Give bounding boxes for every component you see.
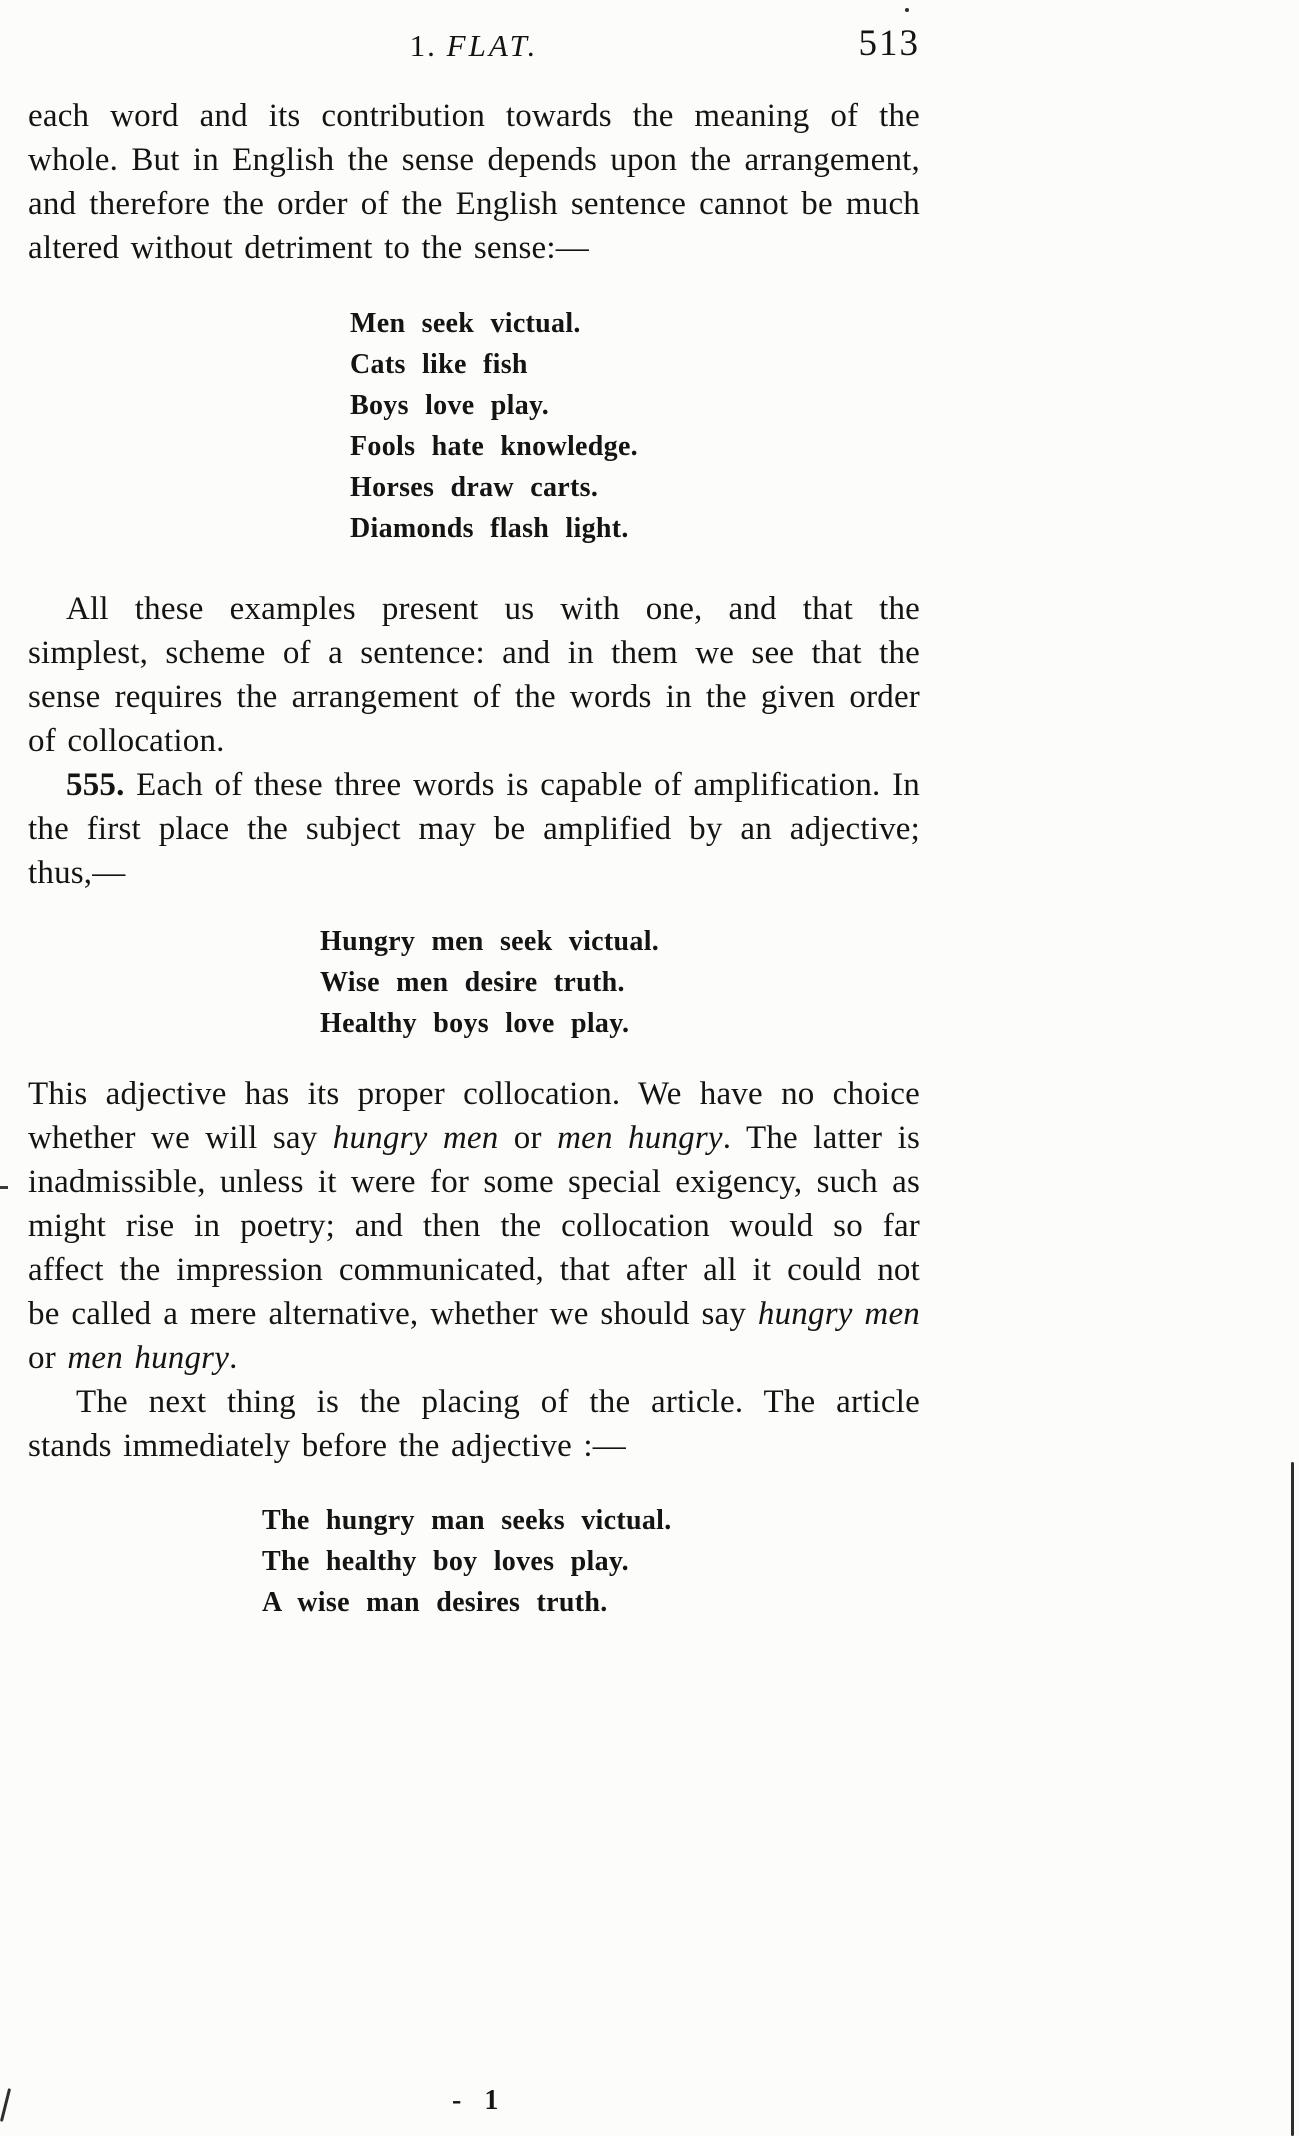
paragraph <box>28 1380 920 1468</box>
signature-mark: - 1 <box>452 2085 507 2116</box>
paragraph <box>28 587 920 763</box>
example-line: Fools hate knowledge. <box>350 431 638 462</box>
text-run: Each of these three words is capable of amplification. In the first place the subject may be amplified by an adjective; thus,— <box>28 767 920 891</box>
text-run: . The latter is inadmissible, unless it were for some special exigency, such as might rise in poetry; and then the collocation would so far affect the impression communicated, that after all it could not be called a mere alternative, whether we should say <box>28 1120 921 1332</box>
text-run: The next thing is the placing of the article. The article stands immediately before the adjective :— <box>28 1384 920 1464</box>
italic-run: men hungry <box>67 1340 230 1376</box>
section-title: FLAT. <box>446 28 539 63</box>
section-number-run: 555. <box>66 767 125 803</box>
text-run: All these examples present us with one, and that the simplest, scheme of a sentence: and in them we see that the sense requires the arrangement of the words in the given order of collocation. <box>28 591 920 759</box>
scan-artifact-left-tick <box>0 1186 8 1189</box>
example-line: Men seek victual. <box>350 308 581 339</box>
example-list <box>350 303 920 549</box>
example-line: Boys love play. <box>350 390 550 421</box>
example-line: The healthy boy loves play. <box>262 1546 629 1577</box>
example-line: Wise men desire truth. <box>320 967 625 998</box>
text-run: or <box>28 1340 68 1376</box>
paragraph <box>28 1072 920 1380</box>
section-number: 1. <box>409 28 437 63</box>
example-list <box>320 921 920 1044</box>
text-run: . <box>229 1340 238 1376</box>
running-head <box>28 28 920 64</box>
italic-run: men hungry <box>557 1120 723 1156</box>
example-line: Diamonds flash light. <box>350 513 629 544</box>
paragraph <box>28 94 920 270</box>
scan-artifact-corner <box>0 2088 11 2122</box>
page-number: 513 <box>858 23 920 64</box>
example-line: Horses draw carts. <box>350 472 599 503</box>
scan-artifact-right-edge <box>1291 1462 1294 2136</box>
example-line: A wise man desires truth. <box>262 1587 608 1618</box>
paragraph <box>28 763 920 895</box>
example-line: Healthy boys love play. <box>320 1008 630 1039</box>
example-line: Hungry men seek victual. <box>320 926 660 957</box>
scan-artifact-dot <box>905 8 909 12</box>
italic-run: hungry men <box>332 1120 499 1156</box>
text-column <box>28 22 920 1623</box>
text-run: or <box>498 1120 558 1156</box>
text-run: each word and its contribution towards the meaning of the whole. But in English the sense depends upon the arrangement, and therefore the order of the English sentence cannot be much altered without detriment to the sense:— <box>28 98 920 266</box>
example-line: The hungry man seeks victual. <box>262 1505 672 1536</box>
example-line: Cats like fish <box>350 349 528 380</box>
italic-run: hungry men <box>757 1296 921 1332</box>
example-list <box>262 1500 920 1623</box>
page-header <box>28 22 920 84</box>
text-run: This adjective has its proper collocation. We have no choice whether we will say <box>28 1076 920 1156</box>
